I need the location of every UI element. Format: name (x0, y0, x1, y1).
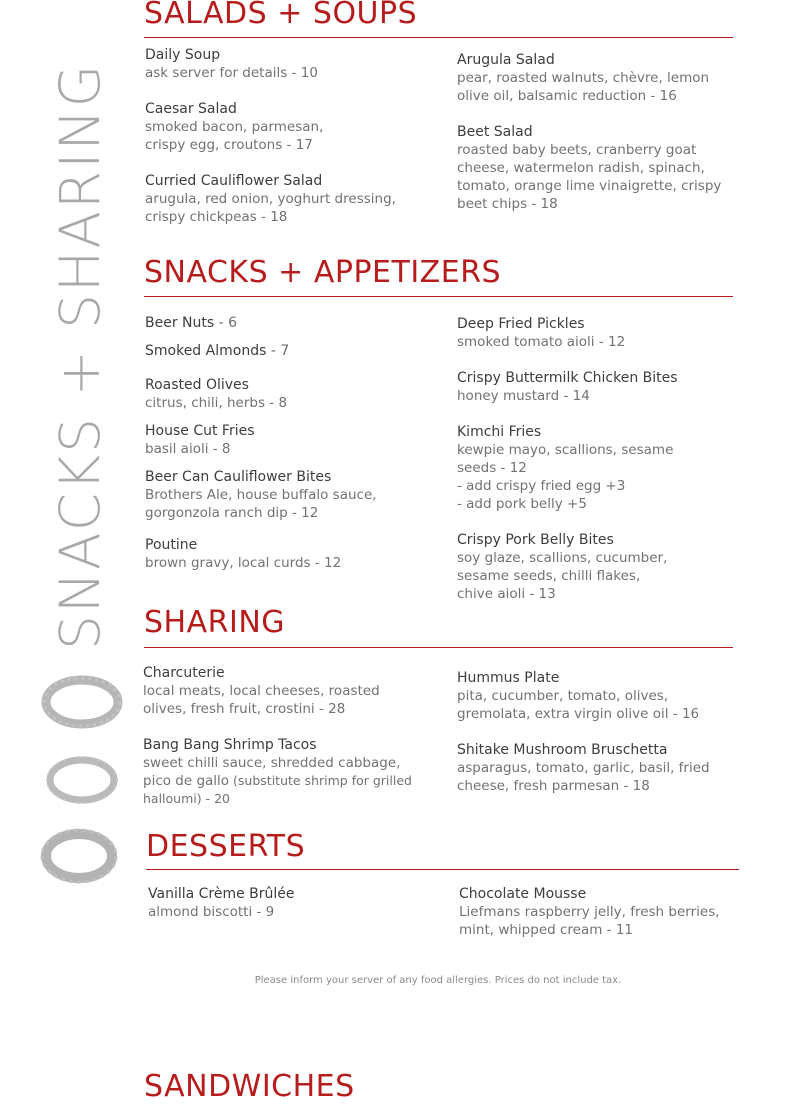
menu-item (457, 669, 757, 723)
item-name: Smoked Almonds (145, 343, 267, 359)
item-name: Beet Salad (457, 124, 533, 140)
menu-item (145, 172, 445, 226)
ink-stain-icon (36, 825, 122, 887)
ink-stain-icon (38, 672, 128, 732)
item-description: pico de gallo (143, 773, 230, 789)
item-name: Shitake Mushroom Bruschetta (457, 742, 668, 758)
menu-item (145, 314, 445, 332)
item-name: Beer Can Cauliflower Bites (145, 469, 332, 485)
section-title-sharing: SHARING (144, 605, 286, 640)
section-title-sandwiches: SANDWICHES (144, 1069, 355, 1104)
item-note: (substitute shrimp for grilled (229, 773, 412, 788)
item-description: sesame seeds, chilli flakes, (457, 568, 641, 584)
item-description: local meats, local cheeses, roasted (143, 683, 380, 699)
item-description: kewpie mayo, scallions, sesame (457, 442, 674, 458)
section-divider (144, 37, 733, 38)
item-description: citrus, chili, herbs - 8 (145, 395, 288, 411)
menu-item (457, 315, 757, 351)
item-description: pear, roasted walnuts, chèvre, lemon (457, 70, 710, 86)
item-description: Liefmans raspberry jelly, fresh berries, (459, 904, 720, 920)
item-description: asparagus, tomato, garlic, basil, fried (457, 760, 710, 776)
menu-item (459, 885, 759, 939)
item-description: olives, fresh fruit, crostini - 28 (143, 701, 346, 717)
item-note: halloumi) - 20 (143, 791, 230, 806)
item-description: pita, cucumber, tomato, olives, (457, 688, 669, 704)
menu-item (143, 664, 443, 718)
item-description: seeds - 12 (457, 460, 527, 476)
menu-item (145, 468, 445, 522)
item-name: Crispy Buttermilk Chicken Bites (457, 370, 678, 386)
item-description: roasted baby beets, cranberry goat (457, 142, 697, 158)
item-description: crispy chickpeas - 18 (145, 209, 288, 225)
item-description: ask server for details - 10 (145, 65, 318, 81)
item-name: Poutine (145, 537, 198, 553)
item-description: mint, whipped cream - 11 (459, 922, 634, 938)
menu-item (145, 100, 445, 154)
item-description: cheese, fresh parmesan - 18 (457, 778, 650, 794)
menu-item (457, 123, 757, 213)
menu-item (457, 531, 757, 603)
side-title: SNACKS + SHARING (48, 62, 112, 650)
item-description: chive aioli - 13 (457, 586, 556, 602)
menu-item (145, 46, 445, 82)
item-name: Beer Nuts (145, 315, 215, 331)
allergy-footnote: Please inform your server of any food allergies. Prices do not include tax. (254, 975, 622, 986)
item-price: - 7 (266, 343, 290, 359)
item-description: olive oil, balsamic reduction - 16 (457, 88, 677, 104)
menu-item (457, 51, 757, 105)
section-title-snacks-appetizers: SNACKS + APPETIZERS (144, 255, 502, 290)
item-description: smoked bacon, parmesan, (145, 119, 324, 135)
item-name: Hummus Plate (457, 670, 560, 686)
item-name: Roasted Olives (145, 377, 249, 393)
menu-item (143, 736, 443, 808)
item-description: crispy egg, croutons - 17 (145, 137, 313, 153)
item-name: Bang Bang Shrimp Tacos (143, 737, 317, 753)
menu-item (145, 342, 445, 360)
section-title-salads-soups: SALADS + SOUPS (144, 0, 418, 31)
item-name: Kimchi Fries (457, 424, 542, 440)
menu-item (457, 423, 757, 513)
menu-item (457, 369, 757, 405)
menu-item (145, 376, 445, 412)
section-title-desserts: DESSERTS (146, 829, 306, 864)
item-description: cheese, watermelon radish, spinach, (457, 160, 705, 176)
item-description: soy glaze, scallions, cucumber, (457, 550, 668, 566)
item-name: Arugula Salad (457, 52, 555, 68)
menu-item (457, 741, 757, 795)
ink-stain-icon (42, 752, 122, 808)
menu-item (145, 422, 445, 458)
item-addon: - add crispy fried egg +3 (457, 478, 626, 494)
item-description: almond biscotti - 9 (148, 904, 275, 920)
item-description: honey mustard - 14 (457, 388, 590, 404)
item-name: Daily Soup (145, 47, 221, 63)
item-name: House Cut Fries (145, 423, 255, 439)
item-name: Caesar Salad (145, 101, 237, 117)
item-description: basil aioli - 8 (145, 441, 231, 457)
item-description: gremolata, extra virgin olive oil - 16 (457, 706, 700, 722)
item-description: beet chips - 18 (457, 196, 558, 212)
item-description: arugula, red onion, yoghurt dressing, (145, 191, 396, 207)
item-description: smoked tomato aioli - 12 (457, 334, 626, 350)
section-divider (144, 647, 733, 648)
item-addon: - add pork belly +5 (457, 496, 587, 512)
item-price: - 6 (214, 315, 238, 331)
item-name: Deep Fried Pickles (457, 316, 585, 332)
item-name: Vanilla Crème Brûlée (148, 886, 295, 902)
section-divider (146, 869, 739, 870)
menu-item (148, 885, 448, 921)
item-name: Curried Cauliflower Salad (145, 173, 323, 189)
item-description: brown gravy, local curds - 12 (145, 555, 342, 571)
item-name: Chocolate Mousse (459, 886, 587, 902)
item-name: Crispy Pork Belly Bites (457, 532, 614, 548)
item-name: Charcuterie (143, 665, 225, 681)
item-description: sweet chilli sauce, shredded cabbage, (143, 755, 401, 771)
item-description: Brothers Ale, house buffalo sauce, (145, 487, 377, 503)
item-description: tomato, orange lime vinaigrette, crispy (457, 178, 722, 194)
section-divider (144, 296, 733, 297)
menu-item (145, 536, 445, 572)
item-description: gorgonzola ranch dip - 12 (145, 505, 319, 521)
